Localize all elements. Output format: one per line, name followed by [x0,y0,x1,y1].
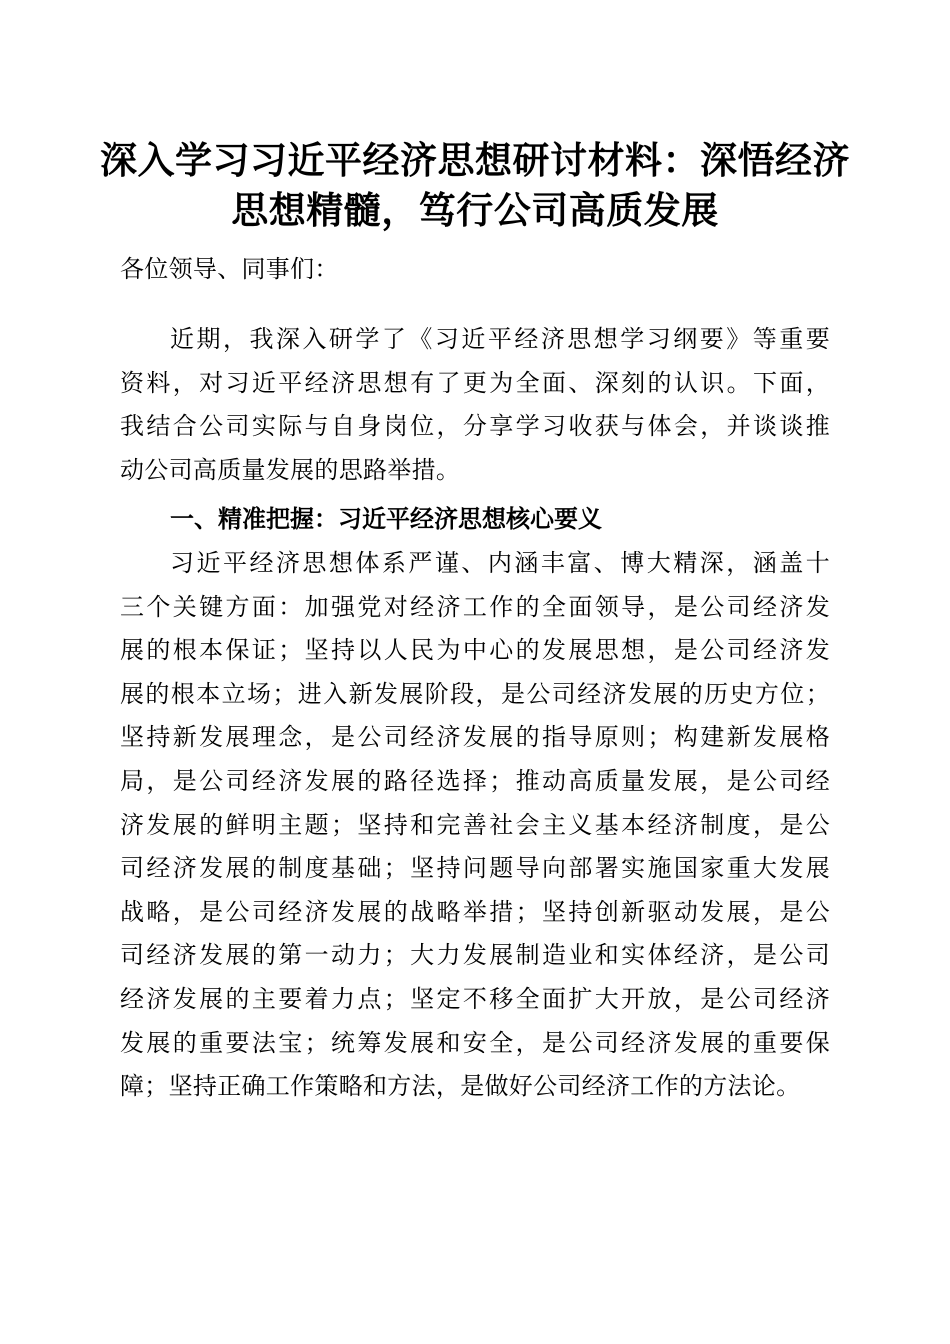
intro-paragraph [120,318,830,492]
section-line: 发展的重要法宝；统筹发展和安全，是公司经济发展的重要保 [120,1028,830,1057]
document-title [100,135,850,235]
intro-line: 近期，我深入研学了《习近平经济思想学习纲要》等重要 [170,325,830,353]
section-paragraph [120,542,830,1109]
title-line-1: 深入学习习近平经济思想研讨材料：深悟经济 [100,138,850,182]
section-line: 济发展的鲜明主题；坚持和完善社会主义基本经济制度，是公 [120,810,830,839]
section-line: 习近平经济思想体系严谨、内涵丰富、博大精深，涵盖十 [170,549,830,577]
section-line: 展的根本立场；进入新发展阶段，是公司经济发展的历史方位； [120,679,830,708]
section-line: 经济发展的主要着力点；坚定不移全面扩大开放，是公司经济 [120,984,830,1013]
section-line: 司经济发展的第一动力；大力发展制造业和实体经济，是公司 [120,941,830,970]
intro-line: 资料，对习近平经济思想有了更为全面、深刻的认识。下面， [120,368,830,397]
section-line: 障；坚持正确工作策略和方法，是做好公司经济工作的方法论。 [120,1072,801,1101]
section-line: 三个关键方面：加强党对经济工作的全面领导，是公司经济发 [120,592,830,621]
intro-line: 动公司高质量发展的思路举措。 [120,455,461,484]
intro-line: 我结合公司实际与自身岗位，分享学习收获与体会，并谈谈推 [120,412,830,441]
section-heading: 一、精准把握：习近平经济思想核心要义 [170,505,602,533]
section-line: 展的根本保证；坚持以人民为中心的发展思想，是公司经济发 [120,636,830,665]
title-line-2: 思想精髓，笃行公司高质发展 [231,188,719,232]
section-line: 战略，是公司经济发展的战略举措；坚持创新驱动发展，是公 [120,897,830,926]
section-line: 局，是公司经济发展的路径选择；推动高质量发展，是公司经 [120,766,830,795]
salutation: 各位领导、同事们： [120,255,339,283]
section-line: 司经济发展的制度基础；坚持问题导向部署实施国家重大发展 [120,854,830,883]
section-line: 坚持新发展理念，是公司经济发展的指导原则；构建新发展格 [120,723,830,752]
